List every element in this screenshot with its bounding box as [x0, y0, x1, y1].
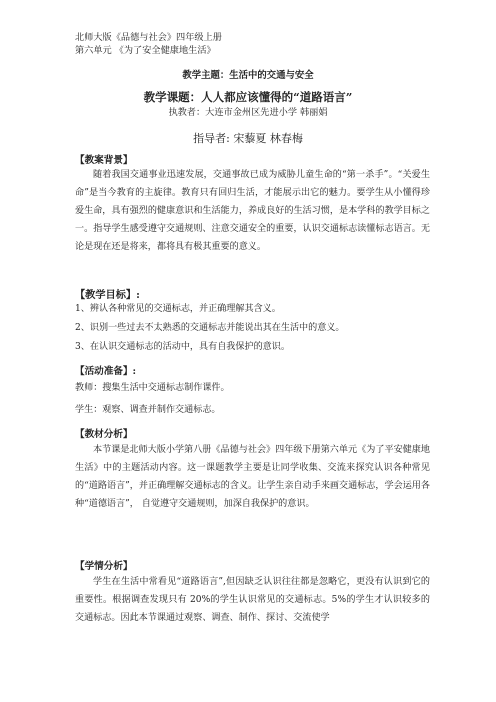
- teacher-info: 执教者：大连市金州区先进小学 韩丽娟: [168, 107, 328, 118]
- goal-item: 2、识别一些过去不太熟悉的交通标志并能说出其在生活中的意义。: [75, 323, 345, 333]
- advisors-info: 指导者: 宋藜夏 林春梅: [193, 132, 303, 145]
- book-info: 北师大版《品德与社会》四年级上册: [75, 32, 222, 43]
- preparation-item: 学生：观察、调查并制作交通标志。: [75, 405, 221, 415]
- lesson-theme: 教学主题：生活中的交通与安全: [182, 70, 314, 81]
- section-heading-material: 【教材分析】: [75, 429, 133, 440]
- material-paragraph: 本节课是北师大版小学第八册《品德与社会》四年级下册第六单元《为了平安健康地生活》中的主题活动内容。这一课题教学主要是让同学收集、交流来探究认识各种常见的“道路语言”，并正确理解交通标志的含义。让学生亲自动手来画交通标志，学会运用各种“道德语言”， 自觉遵守交通规则，加深自我保护的意识。: [75, 445, 430, 509]
- section-heading-background: 【教案背景】: [75, 155, 133, 166]
- unit-info: 第六单元 《为了安全健康地生活》: [75, 45, 216, 56]
- goal-item: 3、在认识交通标志的活动中，具有自我保护的意识。: [75, 342, 290, 352]
- background-paragraph: 随着我国交通事业迅速发展，交通事故已成为威胁儿童生命的“第一杀手”。“关爱生命”是当今教育的主旋律。教育只有回归生活，才能展示出它的魅力。要学生从小懂得珍爱生命，具有强烈的健康意识和生活能力，养成良好的生活习惯，是本学科的教学目标之一。指导学生感受遵守交通规则、注意交通安全的重要，认识交通标志读懂标志语言。无论是现在还是将来，都将具有极其重要的意义。: [75, 170, 430, 252]
- section-heading-preparation: 【活动准备】:: [75, 366, 137, 377]
- lesson-title: 教学课题：人人都应该懂得的“道路语言”: [143, 90, 353, 104]
- section-heading-goals: 【教学目标】:: [75, 289, 140, 301]
- section-heading-students: 【学情分析】: [75, 561, 133, 572]
- students-paragraph: 学生在生活中常看见“道路语言”,但因缺乏认识往往都是忽略它，更没有认识到它的重要性。根据调查发现只有 20%的学生认识常见的交通标志。5%的学生才认识较多的交通标志。因此本节课通过观察、调查、制作、探讨、交流使学: [75, 577, 430, 623]
- goal-item: 1、辨认各种常见的交通标志，并正确理解其含义。: [75, 304, 281, 314]
- preparation-item: 教师：搜集生活中交通标志制作课件。: [75, 383, 230, 393]
